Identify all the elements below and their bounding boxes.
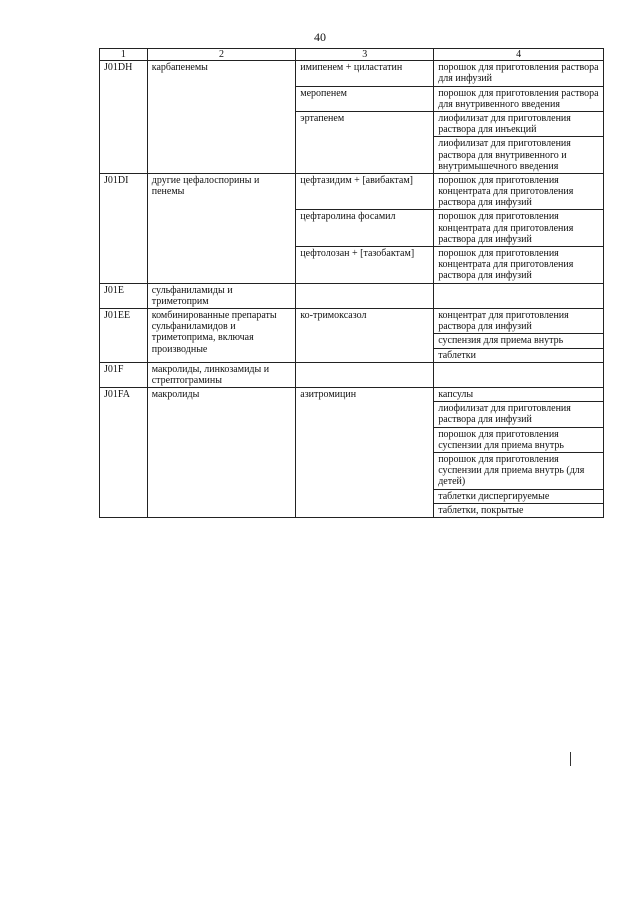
- substance-cell: ко-тримоксазол: [296, 308, 434, 362]
- dosage-form-cell: порошок для приготовления суспензии для приема внутрь: [434, 427, 604, 452]
- group-name-cell: комбинированные препараты сульфаниламидов и триметоприма, включая производные: [147, 308, 296, 362]
- dosage-form-cell: [434, 283, 604, 308]
- group-name-cell: другие цефалоспорины и пенемы: [147, 173, 296, 283]
- atc-code-cell: J01EE: [100, 308, 148, 362]
- header-cell: 3: [296, 49, 434, 61]
- dosage-form-cell: лиофилизат для приготовления раствора для внутривенного и внутримышечного введения: [434, 137, 604, 174]
- table-body: [100, 61, 604, 518]
- dosage-form-cell: концентрат для приготовления раствора для инфузий: [434, 308, 604, 333]
- drug-table: [99, 48, 604, 518]
- atc-code-cell: J01FA: [100, 388, 148, 518]
- atc-code-cell: J01DI: [100, 173, 148, 283]
- group-name-cell: карбапенемы: [147, 61, 296, 174]
- group-name-cell: сульфаниламиды и триметоприм: [147, 283, 296, 308]
- dosage-form-cell: порошок для приготовления концентрата для приготовления раствора для инфузий: [434, 210, 604, 247]
- dosage-form-cell: капсулы: [434, 388, 604, 402]
- dosage-form-cell: порошок для приготовления концентрата для приготовления раствора для инфузий: [434, 247, 604, 284]
- dosage-form-cell: суспензия для приема внутрь: [434, 334, 604, 348]
- substance-cell: имипенем + циластатин: [296, 61, 434, 86]
- atc-code-cell: J01E: [100, 283, 148, 308]
- dosage-form-cell: порошок для приготовления раствора для инфузий: [434, 61, 604, 86]
- atc-code-cell: J01DH: [100, 61, 148, 174]
- page-number: 40: [314, 30, 326, 44]
- dosage-form-cell: таблетки диспергируемые: [434, 489, 604, 503]
- substance-cell: цефтазидим + [авибактам]: [296, 173, 434, 210]
- substance-cell: меропенем: [296, 86, 434, 111]
- table-row: [100, 362, 604, 387]
- dosage-form-cell: таблетки: [434, 348, 604, 362]
- header-cell: 1: [100, 49, 148, 61]
- table-header-row: [100, 49, 604, 61]
- substance-cell: цефтолозан + [тазобактам]: [296, 247, 434, 284]
- atc-code-cell: J01F: [100, 362, 148, 387]
- table-row: [100, 173, 604, 210]
- dosage-form-cell: [434, 362, 604, 387]
- substance-cell: азитромицин: [296, 388, 434, 518]
- substance-cell: [296, 283, 434, 308]
- table-row: [100, 308, 604, 333]
- table-row: [100, 388, 604, 402]
- header-cell: 4: [434, 49, 604, 61]
- group-name-cell: макролиды, линкозамиды и стрептограмины: [147, 362, 296, 387]
- dosage-form-cell: таблетки, покрытые: [434, 503, 604, 517]
- substance-cell: цефтаролина фосамил: [296, 210, 434, 247]
- group-name-cell: макролиды: [147, 388, 296, 518]
- dosage-form-cell: порошок для приготовления раствора для внутривенного введения: [434, 86, 604, 111]
- dosage-form-cell: лиофилизат для приготовления раствора для инъекций: [434, 111, 604, 136]
- header-cell: 2: [147, 49, 296, 61]
- dosage-form-cell: порошок для приготовления концентрата для приготовления раствора для инфузий: [434, 173, 604, 210]
- substance-cell: эртапенем: [296, 111, 434, 173]
- table-row: [100, 283, 604, 308]
- dosage-form-cell: лиофилизат для приготовления раствора для инфузий: [434, 402, 604, 427]
- substance-cell: [296, 362, 434, 387]
- margin-mark: [570, 752, 571, 766]
- table-row: [100, 61, 604, 86]
- dosage-form-cell: порошок для приготовления суспензии для приема внутрь (для детей): [434, 453, 604, 490]
